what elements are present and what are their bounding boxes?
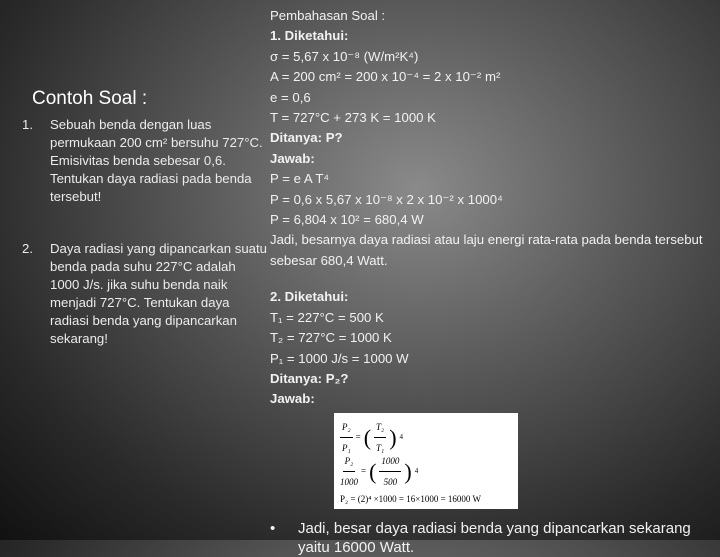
bullet-icon: •: [270, 519, 276, 537]
s1-area: A = 200 cm² = 200 x 10⁻⁴ = 2 x 10⁻² m²: [270, 69, 501, 85]
s2-answer-label: Jawab:: [270, 391, 315, 407]
s2-t2: T₂ = 727°C = 1000 K: [270, 330, 392, 346]
list-item-number: 1.: [22, 117, 33, 132]
s1-sigma: σ = 5,67 x 10⁻⁸ (W/m²K⁴): [270, 48, 419, 64]
s2-asked: Ditanya: P₂?: [270, 370, 349, 386]
list-item-number: 2.: [22, 241, 33, 256]
s2-p1: P₁ = 1000 J/s = 1000 W: [270, 350, 409, 366]
list-item: [22, 116, 267, 206]
s1-label: 1. Diketahui:: [270, 28, 349, 44]
s1-formula-2: P = 0,6 x 5,67 x 10⁻⁸ x 2 x 10⁻² x 1000⁴: [270, 191, 503, 207]
slide-title: Contoh Soal :: [32, 88, 148, 109]
solution-panel: [270, 6, 710, 557]
s1-formula-1: P = e A T⁴: [270, 171, 330, 187]
list-item: [22, 240, 267, 348]
s2-label: 2. Diketahui:: [270, 289, 349, 305]
solution-heading: Pembahasan Soal :: [270, 8, 386, 23]
question-list: [22, 116, 267, 348]
s1-conclusion: Jadi, besarnya daya radiasi atau laju energi rata-rata pada benda tersebut sebesar 680,4 Watt.: [270, 232, 703, 268]
s1-temperature: T = 727°C + 273 K = 1000 K: [270, 110, 436, 126]
formula-row-2: $\frac{\text{P₂}}{1000}$ = ( $\frac{1000}{500}$ ) 4: [340, 451, 418, 493]
s1-formula-3: P = 6,804 x 10² = 680,4 W: [270, 212, 424, 228]
s2-t1: T₁ = 227°C = 500 K: [270, 309, 384, 325]
formula-image: [334, 413, 518, 509]
list-item-text: Daya radiasi yang dipancarkan suatu benda pada suhu 227°C adalah 1000 J/s. jika suhu benda naik menjadi 727°C. Tentukan daya radiasi benda yang dipancarkan sekarang!: [50, 241, 267, 346]
formula-row-3: P₂ = (2)⁴ ×1000 = 16×1000 = 16000 W: [340, 493, 481, 504]
s1-emissivity: e = 0,6: [270, 89, 311, 105]
formula-row-1: $\frac{\text{P₂}}{\text{P₁}}$ = ( $\frac{\text{T₂}}{\text{T₁}}$ ) 4: [340, 417, 403, 459]
final-conclusion: Jadi, besar daya radiasi benda yang dipancarkan sekarang yaitu 16000 Watt.: [298, 519, 691, 556]
final-bullet: [270, 519, 710, 557]
s1-asked: Ditanya: P?: [270, 130, 343, 146]
list-item-text: Sebuah benda dengan luas permukaan 200 cm² bersuhu 727°C. Emisivitas benda sebesar 0,6. Tentukan daya radiasi pada benda tersebut!: [50, 117, 263, 204]
s1-answer-label: Jawab:: [270, 150, 315, 166]
